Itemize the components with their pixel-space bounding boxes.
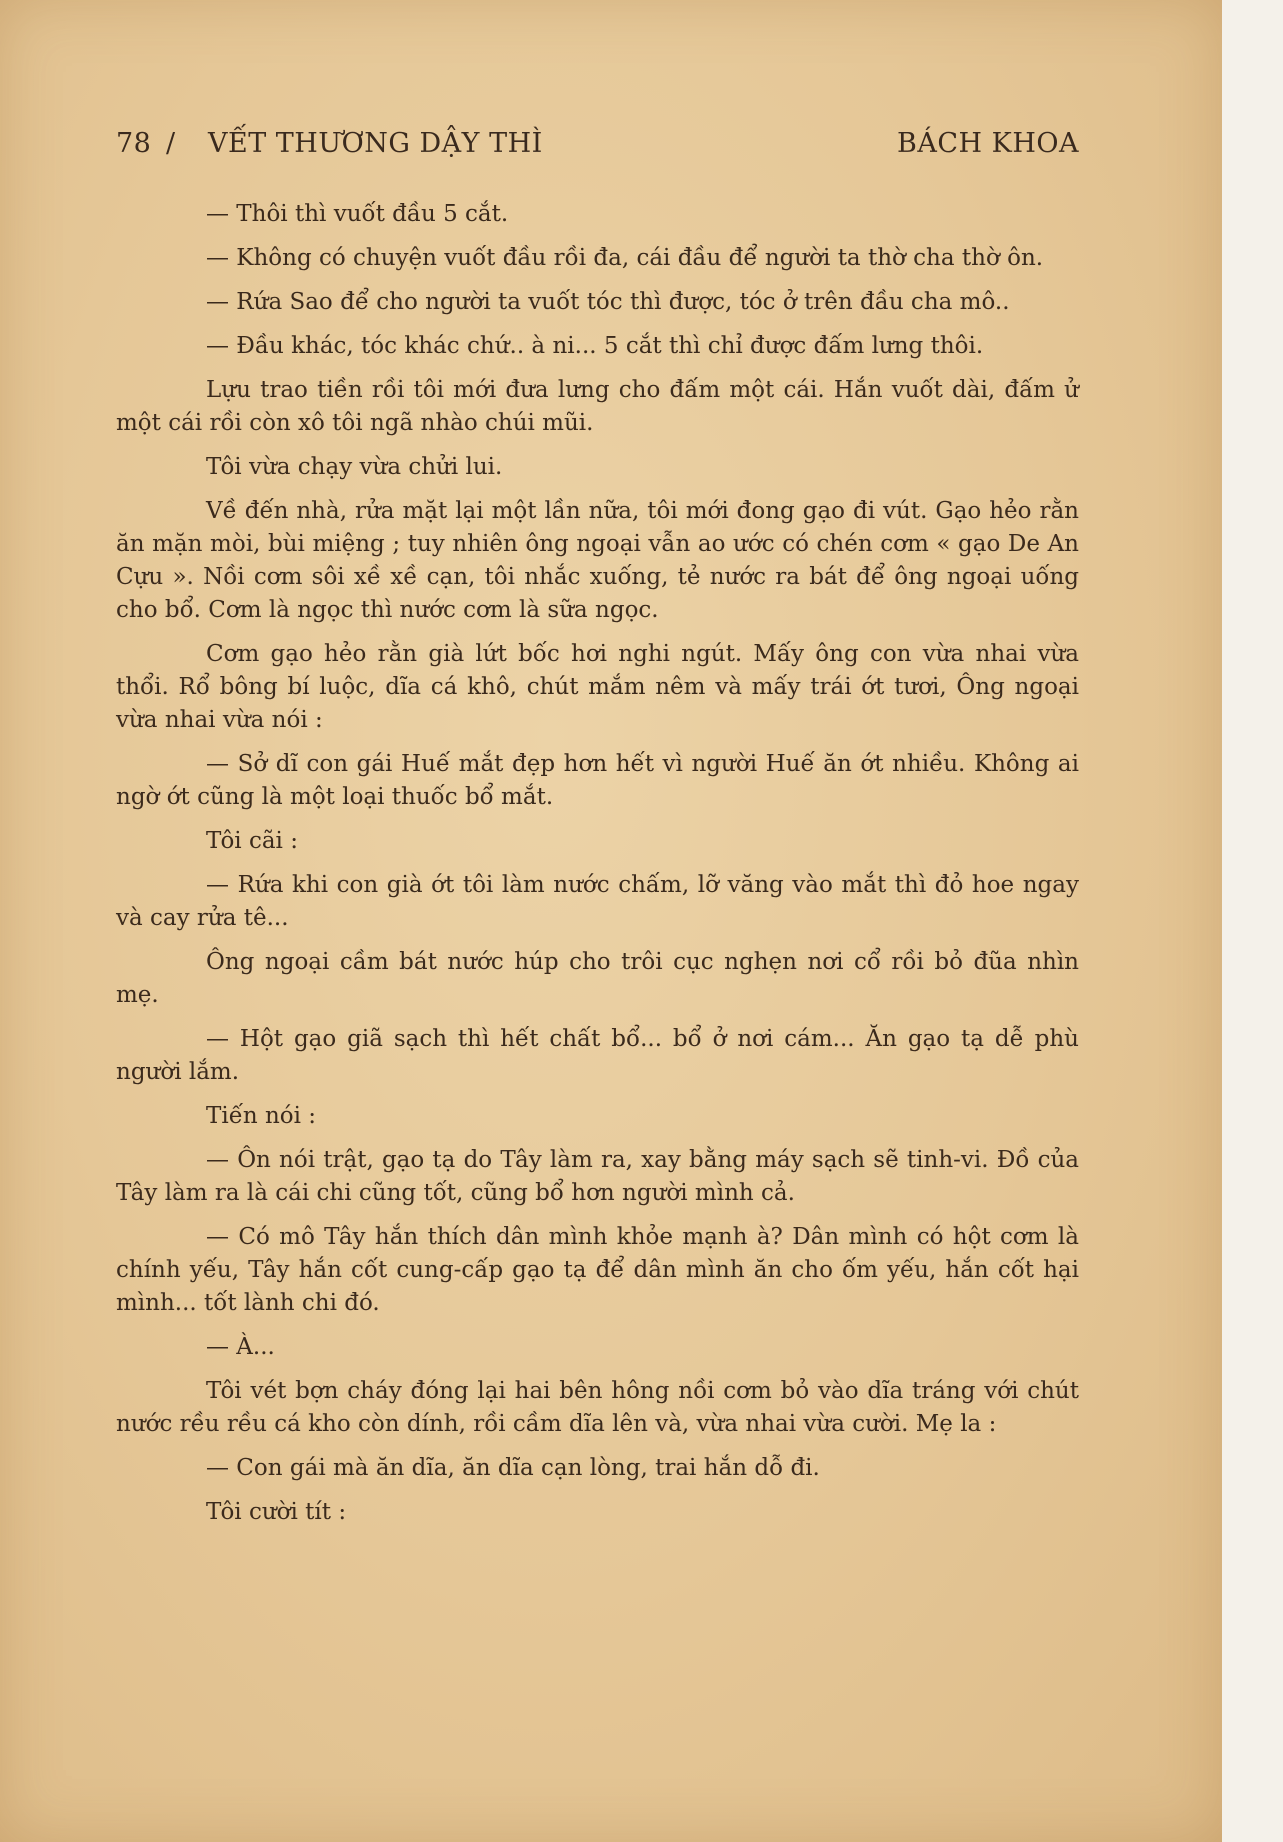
article-body <box>116 198 1079 1529</box>
paragraph: — Con gái mà ăn dĩa, ăn dĩa cạn lòng, trai hắn dỗ đi. <box>206 1455 820 1481</box>
paragraph: Tôi cười tít : <box>206 1499 347 1525</box>
paragraph: — Không có chuyện vuốt đầu rồi đa, cái đầu để người ta thờ cha thờ ôn. <box>206 245 1044 271</box>
paragraph: Tôi cãi : <box>206 828 298 854</box>
paragraph: — Hột gạo giã sạch thì hết chất bổ... bổ ở nơi cám... Ăn gạo tạ dễ phù người lắm. <box>116 1026 1079 1085</box>
paragraph: — Ôn nói trật, gạo tạ do Tây làm ra, xay bằng máy sạch sẽ tinh-vi. Đồ của Tây làm ra là cái chi cũng tốt, cũng bổ hơn người mình cả. <box>116 1147 1079 1206</box>
scan-margin <box>1222 0 1283 1842</box>
header-separator: / <box>166 128 176 159</box>
paragraph: Cơm gạo hẻo rằn già lứt bốc hơi nghi ngút. Mấy ông con vừa nhai vừa thổi. Rổ bông bí luộc, dĩa cá khô, chút mắm nêm và mấy trái ớt tươi, Ông ngoại vừa nhai vừa nói : <box>116 641 1079 733</box>
paragraph: — Sở dĩ con gái Huế mắt đẹp hơn hết vì người Huế ăn ớt nhiều. Không ai ngờ ớt cũng là một loại thuốc bổ mắt. <box>116 751 1079 810</box>
paragraph: Ông ngoại cầm bát nước húp cho trôi cục nghẹn nơi cổ rồi bỏ đũa nhìn mẹ. <box>116 949 1079 1008</box>
article-title: VẾT THƯƠNG DẬY THÌ <box>208 128 543 159</box>
paragraph: — Đầu khác, tóc khác chứ.. à ni... 5 cắt thì chỉ được đấm lưng thôi. <box>206 333 984 359</box>
paragraph: — Thôi thì vuốt đầu 5 cắt. <box>206 201 509 227</box>
paragraph: — À... <box>206 1334 275 1360</box>
paragraph: — Có mô Tây hắn thích dân mình khỏe mạnh à? Dân mình có hột cơm là chính yếu, Tây hắn cốt cung-cấp gạo tạ để dân mình ăn cho ốm yếu, hắn cốt hại mình... tốt lành chi đó. <box>116 1224 1079 1316</box>
paragraph: Lựu trao tiền rồi tôi mới đưa lưng cho đấm một cái. Hắn vuốt dài, đấm ử một cái rồi còn xô tôi ngã nhào chúi mũi. <box>116 377 1079 436</box>
paragraph: — Rứa khi con già ớt tôi làm nước chấm, lỡ văng vào mắt thì đỏ hoe ngay và cay rửa tê... <box>116 872 1079 931</box>
paragraph: Tôi vừa chạy vừa chửi lui. <box>206 454 503 480</box>
page-number: 78 <box>116 128 152 159</box>
paragraph: Tôi vét bợn cháy đóng lại hai bên hông nồi cơm bỏ vào dĩa tráng với chút nước rều rều cá kho còn dính, rồi cầm dĩa lên và, vừa nhai vừa cười. Mẹ la : <box>116 1378 1079 1437</box>
paragraph: — Rứa Sao để cho người ta vuốt tóc thì được, tóc ở trên đầu cha mô.. <box>206 289 1010 315</box>
running-header <box>116 128 1079 168</box>
paragraph: Tiến nói : <box>206 1103 317 1129</box>
magazine-name: BÁCH KHOA <box>897 128 1079 159</box>
paragraph: Về đến nhà, rửa mặt lại một lần nữa, tôi mới đong gạo đi vút. Gạo hẻo rằn ăn mặn mòi, bùi miệng ; tuy nhiên ông ngoại vẫn ao ước có chén cơm « gạo De An Cựu ». Nồi cơm sôi xề xề cạn, tôi nhắc xuống, tẻ nước ra bát để ông ngoại uống cho bổ. Cơm là ngọc thì nước cơm là sữa ngọc. <box>116 498 1079 623</box>
